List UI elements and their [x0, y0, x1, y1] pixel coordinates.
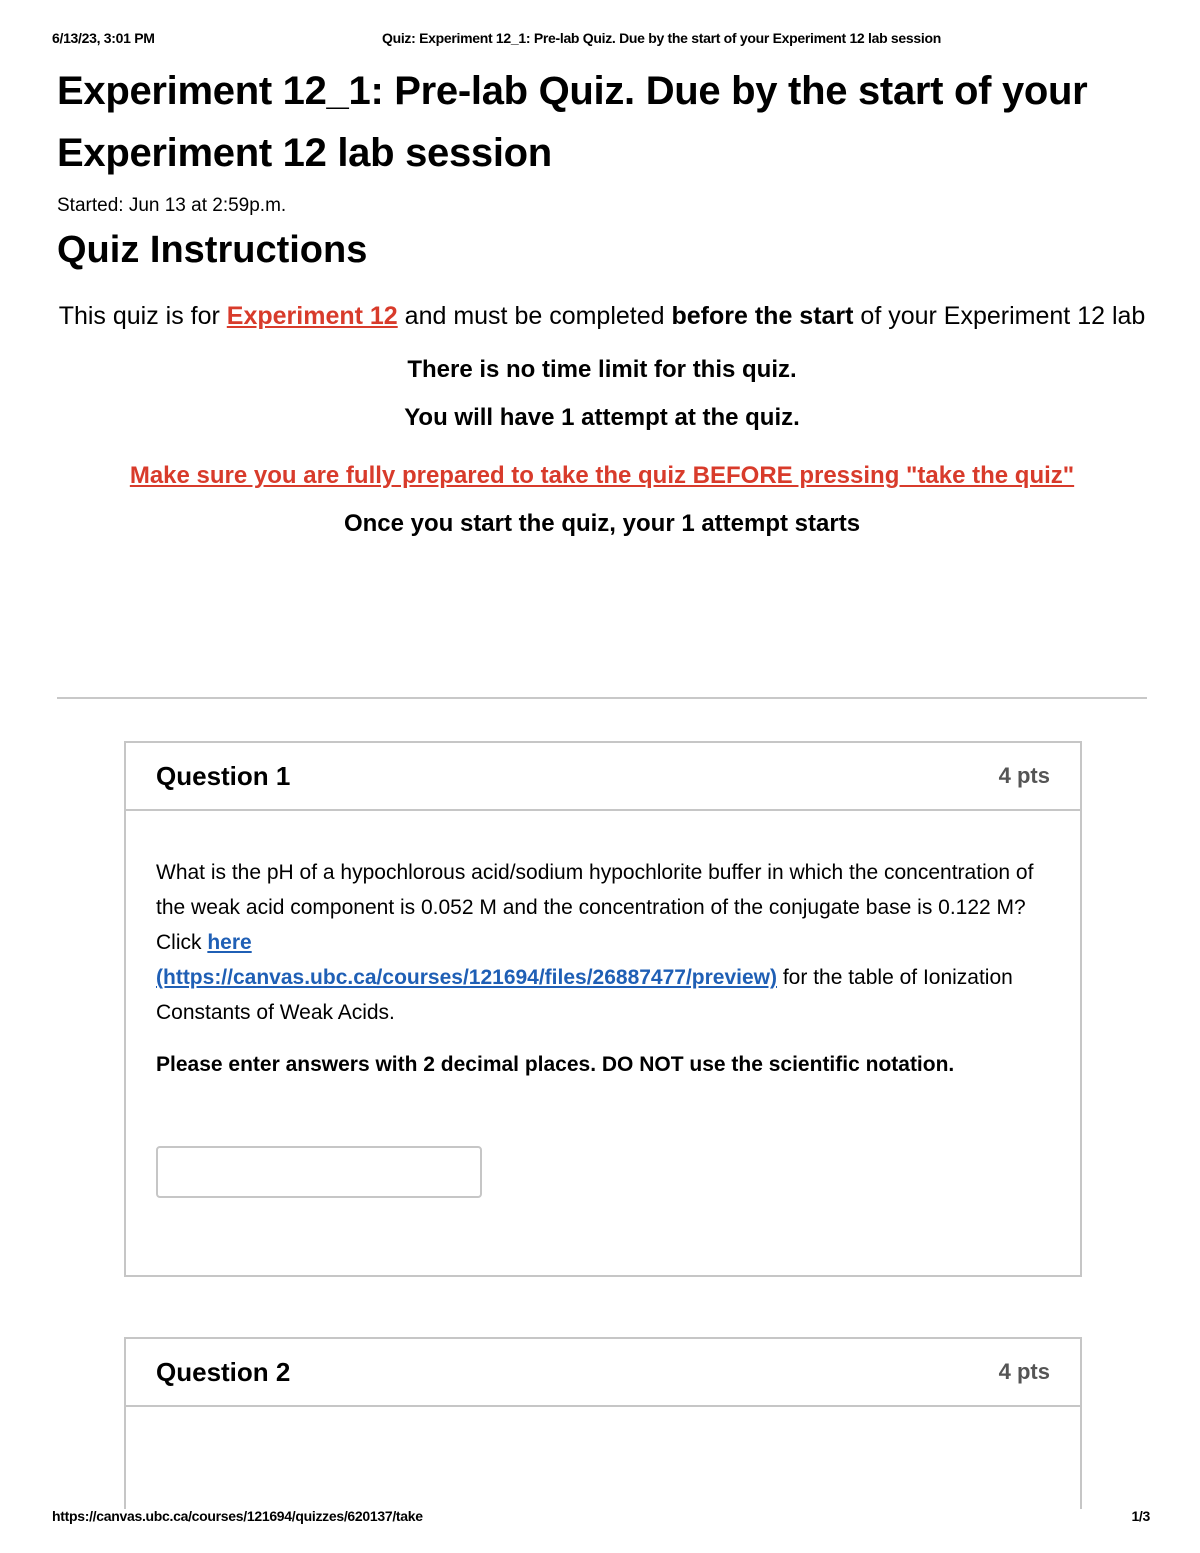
question-2-header	[126, 1339, 1080, 1407]
quiz-instructions	[57, 296, 1147, 539]
question-1-text-pre: What is the pH of a hypochlorous acid/sodium hypochlorite buffer in which the concentration of the weak acid component is 0.052 M and the concentration of the conjugate base is 0.122 M? Click	[156, 861, 1034, 954]
question-1-note: Please enter answers with 2 decimal places. DO NOT use the scientific notation.	[156, 1053, 955, 1076]
print-date: 6/13/23, 3:01 PM	[52, 30, 155, 46]
start-note-text: Once you start the quiz, your 1 attempt starts	[343, 510, 861, 537]
instructions-heading: Quiz Instructions	[57, 229, 368, 271]
question-1-title: Question 1	[156, 761, 291, 791]
attempts-text: You will have 1 attempt at the quiz.	[404, 404, 800, 431]
section-divider	[57, 697, 1147, 699]
print-header	[52, 30, 1148, 50]
question-2-card	[124, 1337, 1082, 1509]
print-page-number: 1/3	[1131, 1508, 1150, 1524]
quiz-title: Experiment 12_1: Pre-lab Quiz. Due by the start of your Experiment 12 lab session	[57, 69, 1088, 175]
print-footer-url: https://canvas.ubc.ca/courses/121694/quizzes/620137/take	[52, 1508, 423, 1524]
question-2-points: 4 pts	[998, 1359, 1050, 1384]
print-page-title: Quiz: Experiment 12_1: Pre-lab Quiz. Due by the start of your Experiment 12 lab session	[382, 30, 941, 46]
intro-text-post: of your Experiment 12 lab	[853, 302, 1146, 330]
ionization-table-link[interactable]: here	[207, 931, 252, 954]
question-1-points: 4 pts	[998, 763, 1050, 788]
instructions-intro	[57, 296, 1147, 337]
main-content	[57, 60, 1147, 539]
question-2-title: Question 2	[156, 1357, 291, 1387]
ionization-table-url-link[interactable]: (https://canvas.ubc.ca/courses/121694/files/26887477/preview)	[156, 966, 778, 989]
warning-text: Make sure you are fully prepared to take the quiz BEFORE pressing "take the quiz"	[129, 462, 1075, 489]
intro-text-bold: before the start	[671, 302, 854, 330]
question-1-text-post: for the table of Ionization Constants of Weak Acids.	[156, 966, 1013, 1024]
question-1-body	[126, 811, 1080, 1198]
question-1-header	[126, 743, 1080, 811]
print-footer	[52, 1508, 1150, 1528]
intro-text-mid: and must be completed	[397, 302, 672, 330]
intro-text-pre: This quiz is for	[58, 302, 227, 330]
no-time-limit-text: There is no time limit for this quiz.	[407, 356, 797, 383]
experiment-12-link[interactable]: Experiment 12	[226, 302, 398, 330]
question-1-card	[124, 741, 1082, 1277]
question-1-text	[156, 855, 1050, 1030]
started-timestamp: Started: Jun 13 at 2:59p.m.	[57, 195, 287, 216]
question-1-answer-input[interactable]	[156, 1146, 482, 1198]
